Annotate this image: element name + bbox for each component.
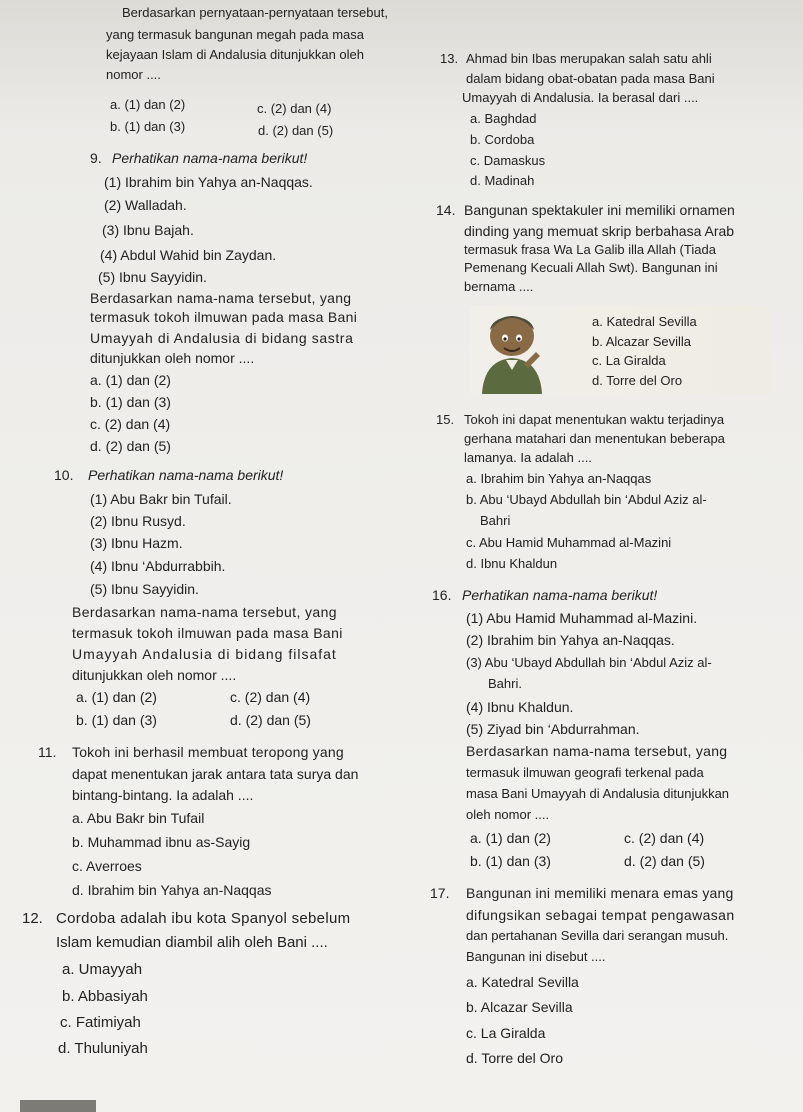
q11-option-d: d. Ibrahim bin Yahya an-Naqqas bbox=[72, 882, 272, 898]
q12-option-a: a. Umayyah bbox=[62, 961, 143, 978]
q12-option-c: c. Fatimiyah bbox=[60, 1014, 141, 1031]
q13-text-2: dalam bidang obat-obatan pada masa Bani bbox=[466, 71, 715, 86]
q17-text-1: Bangunan ini memiliki menara emas yang bbox=[466, 885, 734, 901]
q9-item-5: (5) Ibnu Sayyidin. bbox=[98, 269, 207, 285]
q9-option-b: b. (1) dan (3) bbox=[90, 394, 171, 410]
page-edge-mark bbox=[20, 1100, 96, 1112]
q10-item-3: (3) Ibnu Hazm. bbox=[90, 535, 183, 551]
q10-item-1: (1) Abu Bakr bin Tufail. bbox=[90, 491, 232, 507]
q11-number: 11. bbox=[38, 744, 57, 760]
q14-text-3: termasuk frasa Wa La Galib illa Allah (Tiada bbox=[464, 242, 716, 257]
q11-text-2: dapat menentukan jarak antara tata surya dan bbox=[72, 766, 359, 782]
q10-text-2: termasuk tokoh ilmuwan pada masa Bani bbox=[72, 625, 343, 641]
q8-option-d: d. (2) dan (5) bbox=[258, 123, 334, 138]
q14-option-b: b. Alcazar Sevilla bbox=[592, 334, 691, 349]
q16-option-a: a. (1) dan (2) bbox=[470, 830, 551, 846]
q9-item-1: (1) Ibrahim bin Yahya an-Naqqas. bbox=[104, 174, 313, 190]
q17-option-a: a. Katedral Sevilla bbox=[466, 974, 579, 990]
q13-number: 13. bbox=[440, 51, 459, 66]
q14-option-d: d. Torre del Oro bbox=[592, 373, 683, 388]
q10-option-c: c. (2) dan (4) bbox=[230, 689, 311, 705]
q9-option-d: d. (2) dan (5) bbox=[90, 438, 171, 454]
q13-text-1: Ahmad bin Ibas merupakan salah satu ahli bbox=[466, 51, 712, 66]
q17-option-c: c. La Giralda bbox=[466, 1025, 546, 1041]
q11-option-a: a. Abu Bakr bin Tufail bbox=[72, 810, 205, 826]
q16-option-d: d. (2) dan (5) bbox=[624, 853, 705, 869]
q15-option-a: a. Ibrahim bin Yahya an-Naqqas bbox=[466, 471, 652, 486]
q13-option-b: b. Cordoba bbox=[470, 132, 535, 147]
q12-text-2: Islam kemudian diambil alih oleh Bani .... bbox=[56, 934, 328, 951]
q9-text-1: Berdasarkan nama-nama tersebut, yang bbox=[90, 290, 352, 306]
q11-option-c: c. Averroes bbox=[72, 858, 142, 874]
q17-option-d: d. Torre del Oro bbox=[466, 1050, 564, 1066]
q10-option-a: a. (1) dan (2) bbox=[76, 689, 157, 705]
q16-item-5: (5) Ziyad bin ‘Abdurrahman. bbox=[466, 721, 640, 737]
q10-item-2: (2) Ibnu Rusyd. bbox=[90, 513, 186, 529]
q11-text-3: bintang-bintang. Ia adalah .... bbox=[72, 787, 254, 803]
q17-text-2: difungsikan sebagai tempat pengawasan bbox=[466, 907, 735, 923]
student-character-illustration bbox=[474, 308, 544, 394]
q10-text-3: Umayyah Andalusia di bidang filsafat bbox=[72, 646, 337, 662]
q9-option-c: c. (2) dan (4) bbox=[90, 416, 171, 432]
q11-text-1: Tokoh ini berhasil membuat teropong yang bbox=[72, 744, 344, 760]
q10-text-1: Berdasarkan nama-nama tersebut, yang bbox=[72, 604, 337, 620]
q11-option-b: b. Muhammad ibnu as-Sayig bbox=[72, 834, 251, 850]
q13-option-a: a. Baghdad bbox=[470, 111, 537, 126]
q9-item-3: (3) Ibnu Bajah. bbox=[102, 222, 194, 238]
q16-intro: Perhatikan nama-nama berikut! bbox=[462, 587, 658, 603]
q16-option-b: b. (1) dan (3) bbox=[470, 853, 551, 869]
q13-text-3: Umayyah di Andalusia. Ia berasal dari .... bbox=[462, 90, 699, 105]
q17-text-4: Bangunan ini disebut .... bbox=[466, 949, 606, 964]
q16-item-3-cont: Bahri. bbox=[488, 676, 522, 691]
q9-text-4: ditunjukkan oleh nomor .... bbox=[90, 350, 255, 366]
q14-number: 14. bbox=[436, 202, 456, 218]
q14-option-a: a. Katedral Sevilla bbox=[592, 314, 697, 329]
q8-text-3: kejayaan Islam di Andalusia ditunjukkan oleh bbox=[106, 47, 365, 62]
q16-text-3: masa Bani Umayyah di Andalusia ditunjukkan bbox=[466, 786, 730, 801]
q14-text-5: bernama .... bbox=[464, 279, 534, 294]
q17-option-b: b. Alcazar Sevilla bbox=[466, 999, 573, 1015]
q9-text-2: termasuk tokoh ilmuwan pada masa Bani bbox=[90, 309, 358, 325]
q10-option-d: d. (2) dan (5) bbox=[230, 712, 311, 728]
q17-text-3: dan pertahanan Sevilla dari serangan musuh. bbox=[466, 928, 729, 943]
q12-option-b: b. Abbasiyah bbox=[62, 988, 148, 1005]
q15-option-b: b. Abu ‘Ubayd Abdullah bin ‘Abdul Aziz al- bbox=[466, 492, 707, 507]
q8-option-c: c. (2) dan (4) bbox=[257, 101, 332, 116]
q15-text-1: Tokoh ini dapat menentukan waktu terjadinya bbox=[464, 412, 725, 427]
q16-text-2: termasuk ilmuwan geografi terkenal pada bbox=[466, 765, 704, 780]
q9-number: 9. bbox=[90, 150, 102, 166]
q14-option-c: c. La Giralda bbox=[592, 353, 666, 368]
q9-text-3: Umayyah di Andalusia di bidang sastra bbox=[90, 330, 354, 346]
q12-text-1: Cordoba adalah ibu kota Spanyol sebelum bbox=[56, 910, 351, 927]
q14-text-2: dinding yang memuat skrip berbahasa Arab bbox=[464, 223, 735, 239]
q17-number: 17. bbox=[430, 885, 450, 901]
q10-item-4: (4) Ibnu ‘Abdurrabbih. bbox=[90, 558, 226, 574]
q10-text-4: ditunjukkan oleh nomor .... bbox=[72, 667, 237, 683]
q9-item-4: (4) Abdul Wahid bin Zaydan. bbox=[100, 247, 277, 263]
q16-item-3: (3) Abu ‘Ubayd Abdullah bin ‘Abdul Aziz al- bbox=[466, 655, 712, 670]
q8-text-2: yang termasuk bangunan megah pada masa bbox=[106, 27, 365, 42]
q15-text-3: lamanya. Ia adalah .... bbox=[464, 450, 592, 465]
q16-item-4: (4) Ibnu Khaldun. bbox=[466, 699, 574, 715]
q15-option-b-cont: Bahri bbox=[480, 513, 511, 528]
q8-option-b: b. (1) dan (3) bbox=[110, 119, 186, 134]
q16-item-2: (2) Ibrahim bin Yahya an-Naqqas. bbox=[466, 632, 675, 648]
q13-option-c: c. Damaskus bbox=[470, 153, 546, 168]
q14-text-1: Bangunan spektakuler ini memiliki ornamen bbox=[464, 202, 735, 218]
q16-option-c: c. (2) dan (4) bbox=[624, 830, 705, 846]
q16-text-4: oleh nomor .... bbox=[466, 807, 550, 822]
q10-item-5: (5) Ibnu Sayyidin. bbox=[90, 581, 199, 597]
q9-intro: Perhatikan nama-nama berikut! bbox=[112, 150, 308, 166]
q12-option-d: d. Thuluniyah bbox=[58, 1040, 148, 1057]
q10-intro: Perhatikan nama-nama berikut! bbox=[88, 467, 284, 483]
q14-text-4: Pemenang Kecuali Allah Swt). Bangunan ini bbox=[464, 260, 718, 275]
q16-number: 16. bbox=[432, 587, 452, 603]
q8-text-4: nomor .... bbox=[106, 67, 161, 82]
q15-option-c: c. Abu Hamid Muhammad al-Mazini bbox=[466, 535, 672, 550]
q8-text-1: Berdasarkan pernyataan-pernyataan tersebut, bbox=[122, 5, 388, 20]
q10-option-b: b. (1) dan (3) bbox=[76, 712, 157, 728]
q9-option-a: a. (1) dan (2) bbox=[90, 372, 171, 388]
q15-number: 15. bbox=[436, 412, 455, 427]
q16-text-1: Berdasarkan nama-nama tersebut, yang bbox=[466, 743, 728, 759]
q10-number: 10. bbox=[54, 467, 74, 483]
q8-option-a: a. (1) dan (2) bbox=[110, 97, 186, 112]
q13-option-d: d. Madinah bbox=[470, 173, 535, 188]
q16-item-1: (1) Abu Hamid Muhammad al-Mazini. bbox=[466, 610, 698, 626]
q9-item-2: (2) Walladah. bbox=[104, 197, 187, 213]
q12-number: 12. bbox=[22, 910, 43, 927]
q15-text-2: gerhana matahari dan menentukan beberapa bbox=[464, 431, 725, 446]
q15-option-d: d. Ibnu Khaldun bbox=[466, 556, 558, 571]
